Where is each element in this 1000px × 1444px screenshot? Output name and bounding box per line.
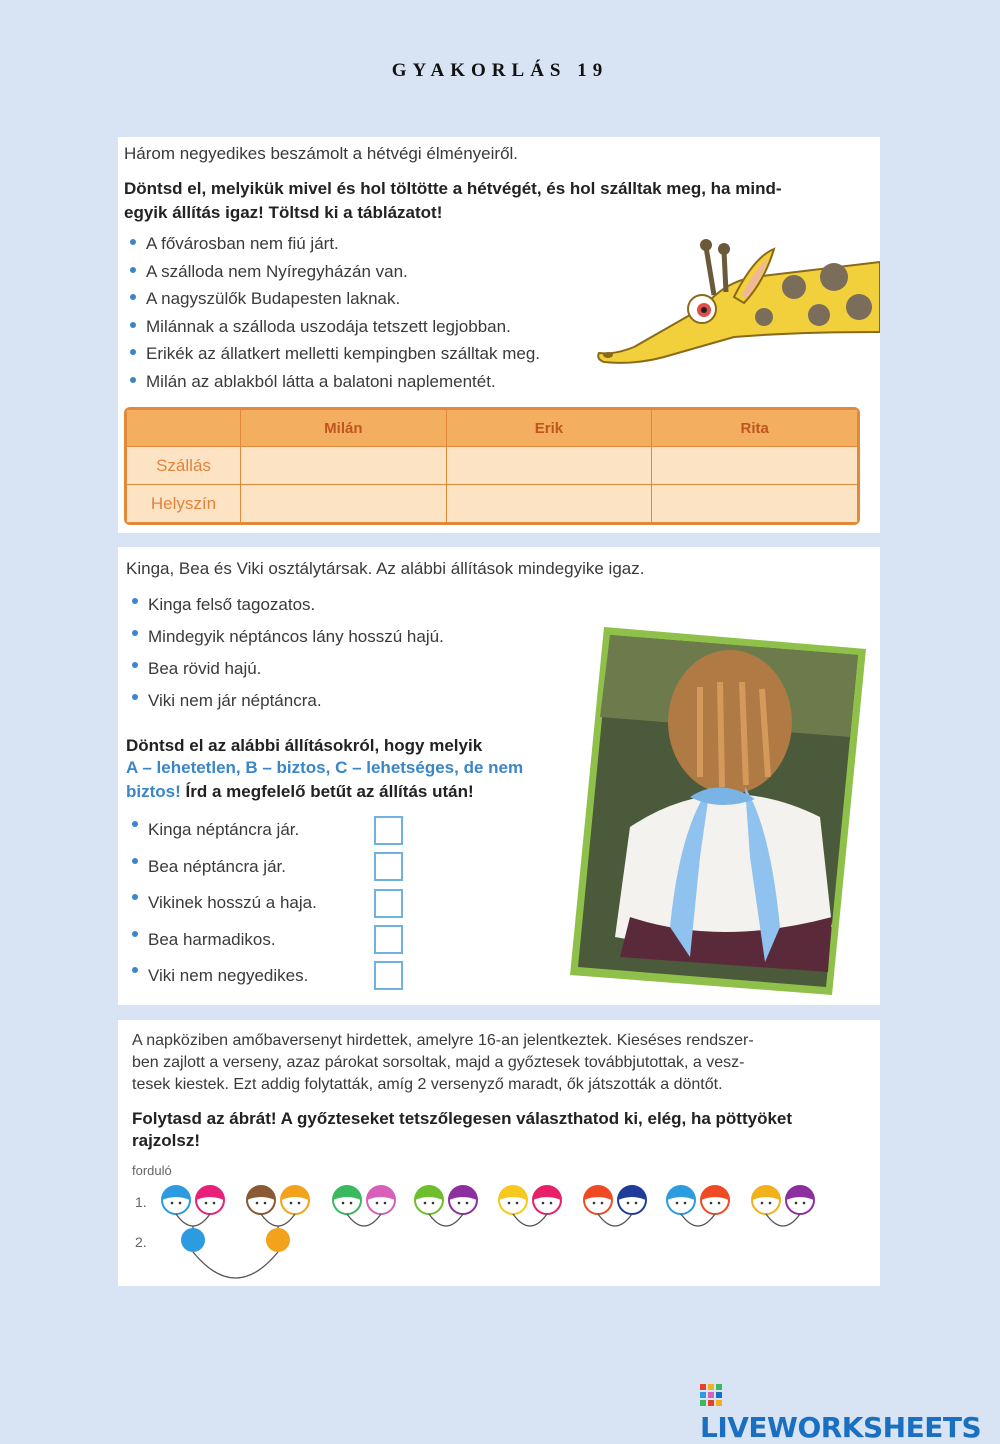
- claim-item: Bea harmadikos.: [126, 922, 317, 959]
- exercise-3-task-line-2: rajzolsz!: [132, 1131, 201, 1150]
- answer-box[interactable]: [374, 925, 403, 954]
- player-face: [752, 1186, 780, 1214]
- claim-item: Viki nem negyedikes.: [126, 958, 317, 995]
- exercise-2-panel: [118, 547, 880, 1005]
- fact-list: [126, 589, 444, 717]
- player-face: [281, 1186, 309, 1214]
- fact-item: Bea rövid hajú.: [126, 653, 444, 685]
- answer-box[interactable]: [374, 816, 403, 845]
- player-face: [449, 1186, 477, 1214]
- player-face: [786, 1186, 814, 1214]
- statement-item: Milán az ablakból látta a balatoni naplementét.: [124, 368, 540, 396]
- answer-table: [124, 407, 860, 525]
- pair-connector: [429, 1214, 463, 1226]
- player-face: [618, 1186, 646, 1214]
- logo-text: LIVEWORKSHEETS: [700, 1411, 982, 1444]
- winner-dot: [181, 1228, 205, 1252]
- answer-cell[interactable]: [446, 485, 652, 523]
- page-title: GYAKORLÁS 19: [391, 60, 609, 81]
- pair-connector: [598, 1214, 632, 1226]
- answer-box[interactable]: [374, 889, 403, 918]
- exercise-2-task-line-2: A – lehetetlen, B – biztos, C – lehetséges, de nem: [126, 758, 524, 777]
- winner-dot: [266, 1228, 290, 1252]
- exercise-1-panel: [118, 137, 880, 533]
- answer-box[interactable]: [374, 961, 403, 990]
- player-face: [701, 1186, 729, 1214]
- exercise-1-task-line-1: Döntsd el, melyikük mivel és hol töltötte a hétvégét, és hol szálltak meg, ha mind-: [124, 179, 782, 198]
- statement-item: A nagyszülők Budapesten laknak.: [124, 285, 540, 313]
- statement-item: A szálloda nem Nyíregyházán van.: [124, 258, 540, 286]
- answer-cell[interactable]: [652, 485, 858, 523]
- row-label-szallas: Szállás: [127, 447, 241, 485]
- pair-connector: [176, 1214, 210, 1226]
- player-face: [499, 1186, 527, 1214]
- answer-box[interactable]: [374, 852, 403, 881]
- folk-dance-girl-photo: [570, 627, 870, 997]
- giraffe-illustration: [594, 237, 880, 372]
- statement-item: A fővárosban nem fiú járt.: [124, 230, 540, 258]
- exercise-2-task-line-1: Döntsd el az alábbi állításokról, hogy melyik: [126, 736, 483, 755]
- pair-connector: [766, 1214, 800, 1226]
- statement-list: [124, 230, 540, 395]
- player-face: [415, 1186, 443, 1214]
- pair-connector: [347, 1214, 381, 1226]
- claim-item: Bea néptáncra jár.: [126, 849, 317, 886]
- player-face: [333, 1186, 361, 1214]
- player-face: [367, 1186, 395, 1214]
- statement-item: Erikék az állatkert melletti kempingben szálltak meg.: [124, 340, 540, 368]
- claim-list: [126, 812, 317, 995]
- pair-connector: [261, 1214, 295, 1226]
- player-face: [247, 1186, 275, 1214]
- column-header-erik: Erik: [446, 410, 652, 447]
- exercise-3-intro-line-1: A napköziben amőbaversenyt hirdettek, amelyre 16-an jelentkeztek. Kieséses rendszer-: [132, 1032, 754, 1049]
- exercise-3-panel: [118, 1020, 880, 1286]
- row-label-helyszin: Helyszín: [127, 485, 241, 523]
- exercise-1-intro: Három negyedikes beszámolt a hétvégi élményeiről.: [124, 144, 519, 163]
- task-blue-text: biztos!: [126, 782, 181, 801]
- exercise-2-task-line-3: [126, 781, 474, 803]
- answer-cell[interactable]: [652, 447, 858, 485]
- exercise-3-task-line-1: Folytasd az ábrát! A győzteseket tetszőlegesen választhatod ki, elég, ha pöttyöket: [132, 1109, 793, 1128]
- player-face: [584, 1186, 612, 1214]
- player-face: [533, 1186, 561, 1214]
- player-face: [162, 1186, 190, 1214]
- answer-cell[interactable]: [241, 485, 447, 523]
- fact-item: Viki nem jár néptáncra.: [126, 685, 444, 717]
- answer-cell[interactable]: [446, 447, 652, 485]
- pair-connector: [513, 1214, 547, 1226]
- claim-item: Vikinek hosszú a haja.: [126, 885, 317, 922]
- exercise-3-intro-line-3: tesek kiestek. Ezt addig folytatták, amíg 2 versenyző maradt, ők játszották a döntőt.: [132, 1076, 723, 1093]
- pair-connector: [681, 1214, 715, 1226]
- round-2-connector: [193, 1252, 278, 1278]
- round-2-label: 2.: [135, 1234, 147, 1250]
- task-rest-text: Írd a megfelelő betűt az állítás után!: [180, 782, 474, 801]
- column-header-milan: Milán: [241, 410, 447, 447]
- round-label: forduló: [132, 1163, 172, 1178]
- exercise-2-intro: Kinga, Bea és Viki osztálytársak. Az alábbi állítások mindegyike igaz.: [126, 559, 645, 578]
- tournament-bracket[interactable]: [118, 1175, 880, 1286]
- statement-item: Milánnak a szálloda uszodája tetszett legjobban.: [124, 313, 540, 341]
- liveworksheets-logo[interactable]: [700, 1378, 1000, 1444]
- player-face: [667, 1186, 695, 1214]
- claim-item: Kinga néptáncra jár.: [126, 812, 317, 849]
- player-face: [196, 1186, 224, 1214]
- logo-grid-icon: [700, 1384, 722, 1406]
- answer-cell[interactable]: [241, 447, 447, 485]
- exercise-1-task-line-2: egyik állítás igaz! Töltsd ki a táblázatot!: [124, 203, 443, 222]
- table-corner-cell: [127, 410, 241, 447]
- fact-item: Mindegyik néptáncos lány hosszú hajú.: [126, 621, 444, 653]
- exercise-3-intro-line-2: ben zajlott a verseny, azaz párokat sorsoltak, majd a győztesek továbbjutottak, a vesz-: [132, 1054, 745, 1071]
- round-1-label: 1.: [135, 1194, 147, 1210]
- column-header-rita: Rita: [652, 410, 858, 447]
- fact-item: Kinga felső tagozatos.: [126, 589, 444, 621]
